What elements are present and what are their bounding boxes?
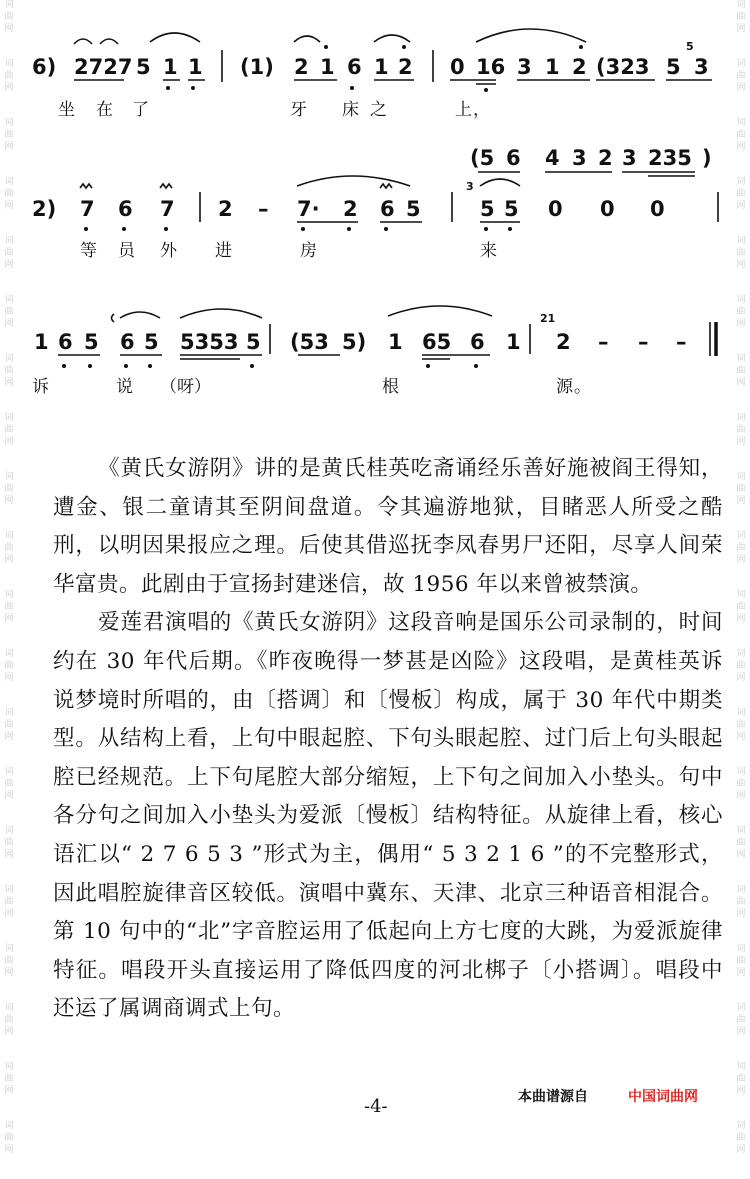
line2-lyric: 房 xyxy=(300,241,317,261)
watermark-char: 词 xyxy=(736,826,746,836)
line1-note: 1 xyxy=(163,55,178,79)
line3-note: 5 xyxy=(144,330,159,354)
watermark-char: 词 xyxy=(736,944,746,954)
watermark-char: 曲 xyxy=(736,661,746,671)
score-line-2 xyxy=(32,146,718,261)
watermark-char: 词 xyxy=(4,944,14,954)
watermark-char: 网 xyxy=(736,791,746,801)
watermark-char: 网 xyxy=(736,24,746,34)
line3-note: 6 xyxy=(470,330,485,354)
line2-lyric: 等 xyxy=(80,241,97,261)
watermark-char: 词 xyxy=(4,295,14,305)
watermark-char: 网 xyxy=(736,909,746,919)
watermark-char: 网 xyxy=(4,673,14,683)
watermark-char: 曲 xyxy=(736,130,746,140)
watermark-char: 词 xyxy=(736,767,746,777)
watermark-char: 网 xyxy=(736,201,746,211)
line2-note: 7 xyxy=(80,197,95,221)
line1-grace: 5 xyxy=(686,40,694,53)
line1-lyric: 坐 xyxy=(58,100,75,120)
watermark-char: 曲 xyxy=(736,720,746,730)
line2-lyric: 外 xyxy=(160,241,177,261)
watermark-char: 网 xyxy=(736,850,746,860)
watermark-char: 词 xyxy=(4,885,14,895)
watermark-char: 词 xyxy=(4,59,14,69)
line2-upper: 235 xyxy=(648,146,692,170)
line1-note: 2 xyxy=(398,55,413,79)
watermark-char: 网 xyxy=(736,142,746,152)
watermark-char: 词 xyxy=(736,590,746,600)
paragraph-1: 《黄氏女游阴》讲的是黄氏桂英吃斋诵经乐善好施被阎王得知，遭金、银二童请其至阴间盘道。令其遍游地狱，目睹恶人所受之酷刑，以明因果报应之理。后使其借巡抚李凤春男尸还阳，尽享人间荣华富贵。此剧由于宣扬封建迷信，故 1956 年以来曾被禁演。 xyxy=(53,456,723,597)
watermark-char: 曲 xyxy=(736,897,746,907)
line3-note: 1 xyxy=(388,330,403,354)
watermark-char: 词 xyxy=(736,472,746,482)
watermark-char: 曲 xyxy=(736,189,746,199)
watermark-char: 网 xyxy=(736,968,746,978)
watermark-char: 曲 xyxy=(4,71,14,81)
watermark-char: 曲 xyxy=(4,248,14,258)
line1-lyric: 床 xyxy=(342,100,359,120)
watermark-char: 网 xyxy=(736,319,746,329)
watermark-char: 网 xyxy=(736,673,746,683)
watermark-char: 网 xyxy=(4,1027,14,1037)
watermark-char: 曲 xyxy=(736,779,746,789)
line2-upper: 6 xyxy=(506,146,521,170)
line2-note: 6 xyxy=(380,197,395,221)
line3-note: – xyxy=(676,330,687,354)
site-name-link[interactable]: 中国词曲网 xyxy=(628,1089,698,1105)
watermark-char: 词 xyxy=(736,708,746,718)
watermark-char: 网 xyxy=(736,1145,746,1155)
line1-note: (323 xyxy=(596,55,650,79)
watermark-char: 曲 xyxy=(736,12,746,22)
watermark-char: 网 xyxy=(4,260,14,270)
line1-lyric: 之 xyxy=(370,100,387,120)
line1-note: 5 xyxy=(666,55,681,79)
watermark-char: 网 xyxy=(736,437,746,447)
line2-note: 0 xyxy=(650,197,665,221)
watermark-char: 网 xyxy=(4,496,14,506)
watermark-char: 曲 xyxy=(736,366,746,376)
watermark-char: 词 xyxy=(4,118,14,128)
line3-note: 1 xyxy=(34,330,49,354)
line3-lyric: 源 xyxy=(556,377,573,397)
line2-upper: 2 xyxy=(598,146,613,170)
watermark-char: 词 xyxy=(4,1003,14,1013)
line3-note: 5) xyxy=(342,330,367,354)
line3-note: 1 xyxy=(506,330,521,354)
line1-note: 2 xyxy=(572,55,587,79)
line1-note: 1 xyxy=(374,55,389,79)
line1-note: 16 xyxy=(476,55,506,79)
line1-lyric: 上 xyxy=(455,100,472,120)
line3-note: (53 xyxy=(290,330,329,354)
watermark-char: 曲 xyxy=(4,661,14,671)
line2-lyric: 员 xyxy=(118,241,135,261)
watermark-char: 网 xyxy=(4,614,14,624)
watermark-char: 词 xyxy=(736,1003,746,1013)
watermark-char: 网 xyxy=(4,437,14,447)
watermark-char: 曲 xyxy=(736,248,746,258)
watermark-char: 曲 xyxy=(4,720,14,730)
watermark-char: 词 xyxy=(736,236,746,246)
watermark-char: 曲 xyxy=(736,484,746,494)
line3-lyric: 根 xyxy=(382,377,399,397)
watermark-char: 词 xyxy=(4,590,14,600)
watermark-char: 曲 xyxy=(736,956,746,966)
watermark-char: 曲 xyxy=(736,71,746,81)
watermark-char: 曲 xyxy=(4,12,14,22)
watermark-char: 曲 xyxy=(4,779,14,789)
line3-lyric: 诉 xyxy=(32,377,49,397)
watermark-char: 词 xyxy=(4,708,14,718)
line2-upper: ) xyxy=(702,146,712,170)
line2-note: 5 xyxy=(504,197,519,221)
line3-note: 65 xyxy=(422,330,452,354)
line1-note: 3 xyxy=(517,55,532,79)
watermark-char: 曲 xyxy=(4,425,14,435)
watermark-char: 词 xyxy=(736,1062,746,1072)
line2-upper: 3 xyxy=(572,146,587,170)
watermark-char: 网 xyxy=(4,319,14,329)
watermark-char: 曲 xyxy=(736,602,746,612)
line2-note: 0 xyxy=(600,197,615,221)
watermark-char: 曲 xyxy=(736,543,746,553)
line1-note: 2 xyxy=(294,55,309,79)
line1-note: 1 xyxy=(320,55,335,79)
line2-lyric: 来 xyxy=(480,241,497,261)
line1-label: 6) xyxy=(32,55,57,79)
watermark-char: 词 xyxy=(4,1062,14,1072)
watermark-char: 网 xyxy=(736,496,746,506)
watermark-char: 网 xyxy=(736,614,746,624)
line3-note: 5 xyxy=(84,330,99,354)
line2-note: 7· xyxy=(297,197,320,221)
watermark-char: 网 xyxy=(4,555,14,565)
article-body xyxy=(53,450,723,1029)
line2-note: 5 xyxy=(480,197,495,221)
line1-note: 3 xyxy=(694,55,709,79)
line3-note: 6 xyxy=(58,330,73,354)
line1-note: 0 xyxy=(450,55,465,79)
line3-note: 2 xyxy=(556,330,571,354)
watermark-char: 词 xyxy=(4,354,14,364)
watermark-char: 曲 xyxy=(4,838,14,848)
line2-note: 0 xyxy=(548,197,563,221)
watermark-char: 曲 xyxy=(4,130,14,140)
watermark-char: 网 xyxy=(4,791,14,801)
line1-note: 1 xyxy=(545,55,560,79)
watermark-char: 曲 xyxy=(4,1074,14,1084)
line2-upper: (5 xyxy=(470,146,495,170)
line3-lyric: 。 xyxy=(574,377,591,397)
watermark-char: 词 xyxy=(4,413,14,423)
line3-note: – xyxy=(638,330,649,354)
watermark-char: 网 xyxy=(4,732,14,742)
watermark-char: 词 xyxy=(736,0,746,10)
watermark-char: 词 xyxy=(736,885,746,895)
watermark-char: 网 xyxy=(736,1086,746,1096)
watermark-char: 曲 xyxy=(4,307,14,317)
watermark-char: 网 xyxy=(736,1027,746,1037)
line3-note: 5353 xyxy=(180,330,239,354)
watermark-char: 曲 xyxy=(736,1133,746,1143)
watermark-char: 词 xyxy=(736,1121,746,1131)
watermark-char: 词 xyxy=(736,177,746,187)
source-label: 本曲谱源自 xyxy=(518,1089,588,1105)
watermark-char: 词 xyxy=(736,531,746,541)
watermark-char: 词 xyxy=(736,413,746,423)
line2-note: – xyxy=(258,197,269,221)
line3-lyric: 说 xyxy=(116,377,133,397)
line2-grace: 3 xyxy=(466,180,474,193)
line3-note: 5 xyxy=(246,330,261,354)
watermark-char: 网 xyxy=(4,850,14,860)
line2-lyric: 进 xyxy=(215,241,232,261)
watermark-char: 网 xyxy=(736,732,746,742)
watermark-char: 曲 xyxy=(736,425,746,435)
watermark-char: 曲 xyxy=(4,366,14,376)
line3-note: 6 xyxy=(120,330,135,354)
watermark-char: 词 xyxy=(736,59,746,69)
line2-upper: 3 xyxy=(622,146,637,170)
watermark-char: 曲 xyxy=(4,602,14,612)
watermark-char: 曲 xyxy=(4,956,14,966)
watermark-char: 网 xyxy=(736,83,746,93)
watermark-char: 网 xyxy=(4,1086,14,1096)
watermark-char: 词 xyxy=(736,354,746,364)
watermark-char: 曲 xyxy=(736,838,746,848)
watermark-char: 词 xyxy=(4,1121,14,1131)
watermark-char: 网 xyxy=(4,142,14,152)
line2-upper: 4 xyxy=(545,146,560,170)
watermark-char: 曲 xyxy=(736,1015,746,1025)
jianpu-score xyxy=(0,0,750,430)
watermark-char: 网 xyxy=(736,555,746,565)
line1-note: 2727 xyxy=(74,55,133,79)
watermark-char: 曲 xyxy=(736,307,746,317)
watermark-char: 曲 xyxy=(4,1015,14,1025)
watermark-char: 词 xyxy=(4,531,14,541)
line1-lyric: 了 xyxy=(132,100,149,120)
line3-grace: 21 xyxy=(540,312,556,325)
line1-note: 1 xyxy=(188,55,203,79)
watermark-char: 词 xyxy=(4,767,14,777)
watermark-char: 网 xyxy=(4,378,14,388)
line1-note: 5 xyxy=(136,55,151,79)
line2-note: 5 xyxy=(406,197,421,221)
watermark-char: 曲 xyxy=(4,189,14,199)
line3-lyric: （呀） xyxy=(160,377,211,397)
watermark-char: 词 xyxy=(736,118,746,128)
score-line-1 xyxy=(32,29,712,120)
watermark-char: 词 xyxy=(4,236,14,246)
page-number: -4- xyxy=(364,1096,388,1117)
watermark-char: 网 xyxy=(4,83,14,93)
watermark-char: 曲 xyxy=(4,897,14,907)
line1-lyric: 牙 xyxy=(290,100,307,120)
watermark-char: 词 xyxy=(4,0,14,10)
line2-note: 2 xyxy=(218,197,233,221)
watermark-char: 词 xyxy=(4,177,14,187)
watermark-char: 词 xyxy=(4,826,14,836)
watermark-char: 曲 xyxy=(4,543,14,553)
line2-note: 2 xyxy=(343,197,358,221)
line2-note: 6 xyxy=(118,197,133,221)
watermark-char: 网 xyxy=(4,909,14,919)
line1-note: (1) xyxy=(240,55,274,79)
watermark-char: 曲 xyxy=(4,484,14,494)
watermark-char: 网 xyxy=(4,1145,14,1155)
watermark-char: 网 xyxy=(736,378,746,388)
watermark-char: 词 xyxy=(736,295,746,305)
watermark-char: 网 xyxy=(4,24,14,34)
paragraph-2: 爱莲君演唱的《黄氏女游阴》这段音响是国乐公司录制的，时间约在 30 年代后期。《昨夜晚得一梦甚是凶险》这段唱，是黄桂英诉说梦境时所唱的，由〔搭调〕和〔慢板〕构成，属于 30 年代中期类型。从结构上看，上句中眼起腔、下句头眼起腔、过门后上句头眼起腔已经规范。上下句尾腔大部分缩短，上下句之间加入小垫头。句中各分句之间加入小垫头为爱派〔慢板〕结构特征。从旋律上看，核心语汇以“ 2 7 6 5 3 ”形式为主，偶用“ 5 3 2 1 6 ”的不完整形式，因此唱腔旋律音区较低。演唱中冀东、天津、北京三种语音相混合。第 10 句中的“北”字音腔运用了低起向上方七度的大跳，为爱派旋律特征。唱段开头直接运用了降低四度的河北梆子〔小搭调〕。唱段中还运了属调商调式上句。 xyxy=(53,610,723,1022)
watermark-char: 词 xyxy=(736,649,746,659)
watermark-char: 曲 xyxy=(4,1133,14,1143)
watermark-char: 网 xyxy=(4,201,14,211)
line1-lyric: ， xyxy=(473,100,490,120)
line1-note: 6 xyxy=(347,55,362,79)
line1-lyric: 在 xyxy=(96,100,113,120)
watermark-char: 词 xyxy=(4,649,14,659)
line2-note: 7 xyxy=(160,197,175,221)
line3-note: – xyxy=(598,330,609,354)
watermark-char: 曲 xyxy=(736,1074,746,1084)
watermark-char: 网 xyxy=(736,260,746,270)
watermark-char: 网 xyxy=(4,968,14,978)
score-line-3 xyxy=(32,306,716,397)
line2-label: 2) xyxy=(32,197,57,221)
watermark-char: 词 xyxy=(4,472,14,482)
